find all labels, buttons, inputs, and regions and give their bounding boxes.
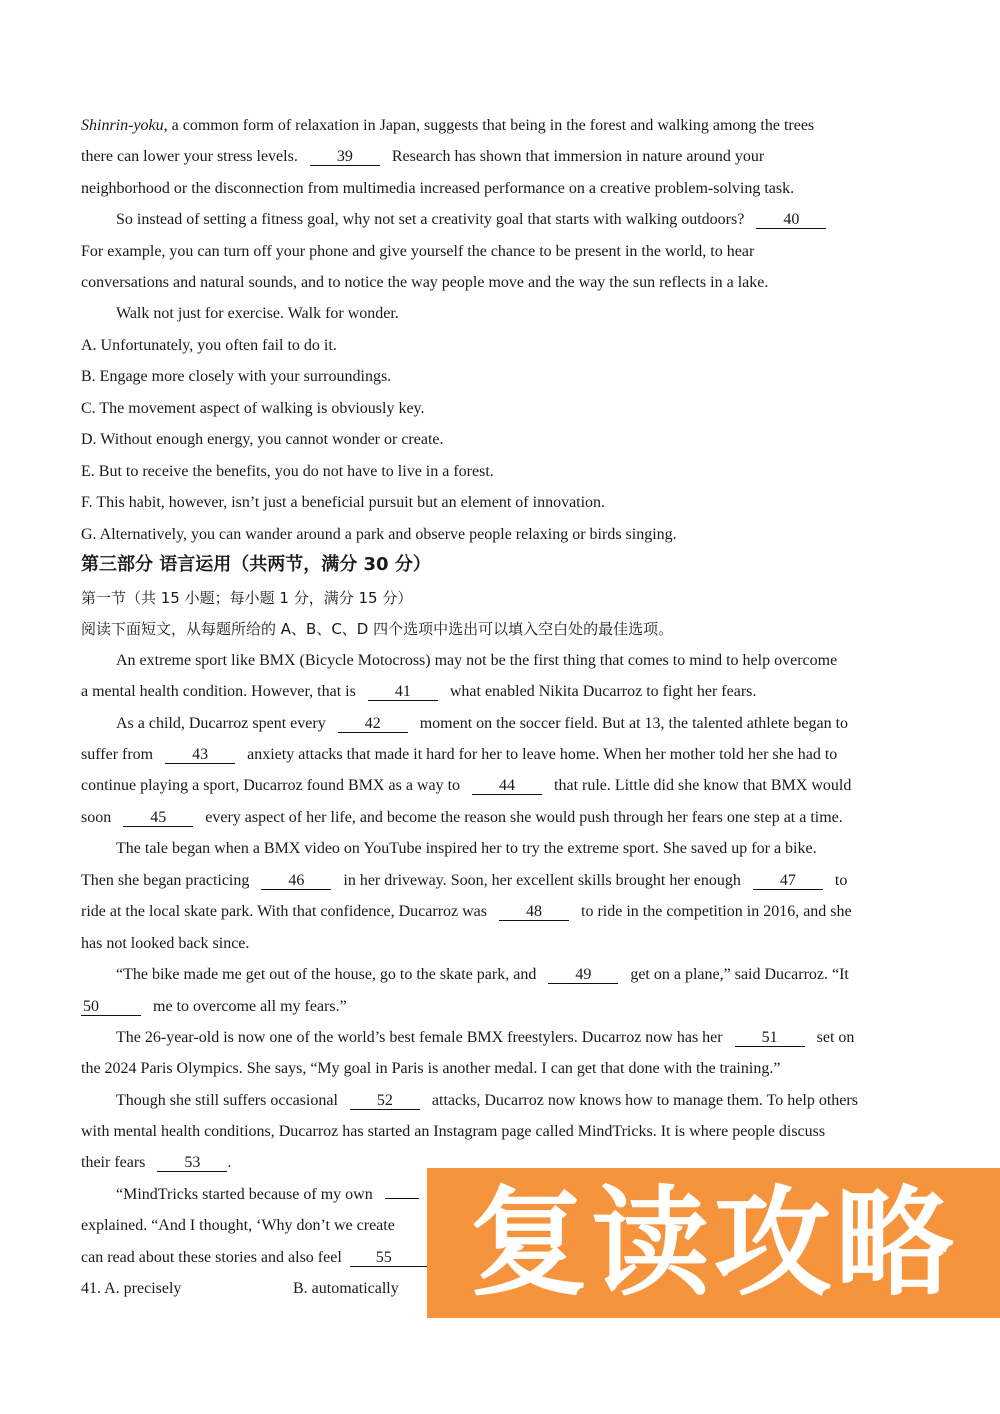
option-item: D. Without enough energy, you cannot wonder or create. — [81, 431, 444, 448]
blank-40: 40 — [756, 212, 826, 229]
option-b: B. automatically — [293, 1280, 399, 1297]
passage-line: Walk not just for exercise. Walk for wonder. — [116, 305, 399, 322]
cloze-line: ride at the local skate park. With that confidence, Ducarroz was 48 to ride in the competition in 2016, and she — [81, 903, 852, 920]
option-item: C. The movement aspect of walking is obviously key. — [81, 400, 425, 417]
passage-line: So instead of setting a fitness goal, why not set a creativity goal that starts with walking outdoors? 40 — [116, 210, 826, 230]
passage-line: conversations and natural sounds, and to notice the way people move and the way the sun reflects in a lake. — [81, 274, 769, 291]
cloze-line: Though she still suffers occasional 52 attacks, Ducarroz now knows how to manage them. To help others — [116, 1092, 858, 1109]
blank-41: 41 — [368, 684, 438, 701]
section-instruction: 阅读下面短文，从每题所给的 A、B、C、D 四个选项中选出可以填入空白处的最佳选项。 — [81, 620, 674, 638]
section-subheading: 第一节（共 15 小题；每小题 1 分，满分 15 分） — [81, 589, 413, 607]
blank-46: 46 — [261, 873, 331, 890]
watermark-text: 复读攻略 — [469, 1174, 958, 1312]
question-41-options — [81, 1279, 399, 1299]
option-item: E. But to receive the benefits, you do not have to live in a forest. — [81, 463, 494, 480]
cloze-line: their fears 53 . — [81, 1154, 232, 1171]
blank-45: 45 — [123, 810, 193, 827]
blank-49: 49 — [548, 967, 618, 984]
cloze-line: has not looked back since. — [81, 935, 250, 952]
cloze-line: with mental health conditions, Ducarroz has started an Instagram page called MindTricks. It is where people discuss — [81, 1123, 826, 1140]
cloze-line: As a child, Ducarroz spent every 42 moment on the soccer field. But at 13, the talented athlete began to — [116, 715, 849, 732]
cloze-line: “MindTricks started because of my own — [116, 1185, 419, 1205]
section-heading: 第三部分 语言运用（共两节，满分 30 分） — [81, 554, 431, 575]
blank-54 — [385, 1198, 419, 1199]
cloze-line: Then she began practicing 46 in her driveway. Soon, her excellent skills brought her enough 47 to — [81, 872, 848, 889]
blank-51: 51 — [735, 1030, 805, 1047]
cloze-line: a mental health condition. However, that is 41 what enabled Nikita Ducarroz to fight her fears. — [81, 683, 757, 700]
cloze-line: the 2024 Paris Olympics. She says, “My goal in Paris is another medal. I can get that done with the training.” — [81, 1060, 781, 1077]
cloze-line: An extreme sport like BMX (Bicycle Motocross) may not be the first thing that comes to mind to help overcome — [116, 652, 838, 669]
option-item: G. Alternatively, you can wander around a park and observe people relaxing or birds singing. — [81, 526, 677, 543]
option-item: A. Unfortunately, you often fail to do it. — [81, 337, 337, 354]
cloze-line: suffer from 43 anxiety attacks that made it hard for her to leave home. When her mother told her she had to — [81, 746, 838, 763]
blank-55: 55 — [350, 1250, 444, 1267]
blank-50: 50 — [81, 999, 141, 1016]
blank-53: 53 — [157, 1155, 227, 1172]
cloze-line: The tale began when a BMX video on YouTube inspired her to try the extreme sport. She saved up for a bike. — [116, 840, 817, 857]
blank-39: 39 — [310, 149, 380, 166]
cloze-line: The 26-year-old is now one of the world’s best female BMX freestylers. Ducarroz now has her 51 set on — [116, 1029, 855, 1046]
cloze-line: can read about these stories and also feel 55 — [81, 1248, 444, 1268]
blank-44: 44 — [472, 778, 542, 795]
passage-line: For example, you can turn off your phone and give yourself the chance to be present in the world, to hear — [81, 243, 755, 260]
option-item: B. Engage more closely with your surroundings. — [81, 368, 392, 385]
blank-48: 48 — [499, 904, 569, 921]
cloze-line: soon 45 every aspect of her life, and become the reason she would push through her fears one step at a time. — [81, 809, 843, 826]
cloze-line: 50 me to overcome all my fears.” — [83, 998, 347, 1015]
passage-line: there can lower your stress levels. 39 Research has shown that immersion in nature around your — [81, 148, 765, 165]
passage-line: Shinrin-yoku, a common form of relaxation in Japan, suggests that being in the forest and walking among the trees — [81, 117, 815, 134]
cloze-line: “The bike made me get out of the house, go to the skate park, and 49 get on a plane,” said Ducarroz. “It — [116, 966, 849, 983]
cloze-line: explained. “And I thought, ‘Why don’t we create — [81, 1217, 395, 1234]
italic-term: Shinrin-yoku — [81, 117, 164, 134]
blank-42: 42 — [338, 716, 408, 733]
watermark-banner — [427, 1168, 1000, 1318]
blank-43: 43 — [165, 747, 235, 764]
option-a: 41. A. precisely — [81, 1280, 182, 1297]
blank-52: 52 — [350, 1093, 420, 1110]
blank-47: 47 — [753, 873, 823, 890]
cloze-line: continue playing a sport, Ducarroz found BMX as a way to 44 that rule. Little did she know that BMX would — [81, 777, 852, 794]
passage-line: neighborhood or the disconnection from multimedia increased performance on a creative problem-solving task. — [81, 180, 795, 197]
option-item: F. This habit, however, isn’t just a beneficial pursuit but an element of innovation. — [81, 494, 606, 511]
